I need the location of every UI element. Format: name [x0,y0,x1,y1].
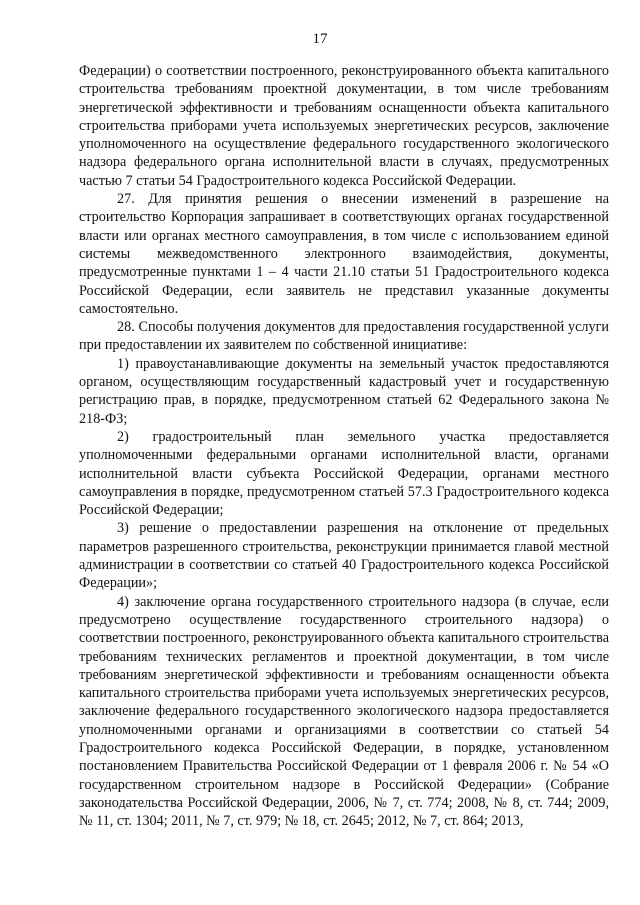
paragraph-item-28: 28. Способы получения документов для предоставления государственной услуги при предоставлении их заявителем по собственной инициативе: [79,319,609,354]
document-body [79,62,609,830]
paragraph-continuation: Федерации) о соответствии построенного, реконструированного объекта капитального строительства требованиям проектной документации, в том числе требованиям энергетической эффективности и требованиям оснащенности объекта капитального строительства приборами учета используемых энергетических ресурсов, заключение уполномоченного на осуществление федерального государственного экологического надзора федерального органа исполнительной власти в случаях, предусмотренных частью 7 статьи 54 Градостроительного кодекса Российской Федерации. [79,63,609,189]
paragraph-subitem-4: 4) заключение органа государственного строительного надзора (в случае, если предусмотрено осуществление государственного строительного надзора) о соответствии построенного, реконструированного объекта капитального строительства требованиям технических регламентов и проектной документации, в том числе требованиям энергетической эффективности и требованиям оснащенности объекта капитального строительства приборами учета используемых энергетических ресурсов, заключение федерального государственного экологического надзора предоставляется уполномоченными органами и организациями в соответствии со статьей 54 Градостроительного кодекса Российской Федерации, в порядке, установленном постановлением Правительства Российской Федерации от 1 февраля 2006 г. № 54 «О государственном строительном надзоре в Российской Федерации» (Собрание законодательства Российской Федерации, 2006, № 7, ст. 774; 2008, № 8, ст. 744; 2009, № 11, ст. 1304; 2011, № 7, ст. 979; № 18, ст. 2645; 2012, № 7, ст. 864; 2013, [79,593,609,830]
paragraph-subitem-3: 3) решение о предоставлении разрешения на отклонение от предельных параметров разрешенного строительства, реконструкции принимается главой местной администрации в соответствии со статьей 40 Градостроительного кодекса Российской Федерации»; [79,520,609,592]
paragraph-subitem-1: 1) правоустанавливающие документы на земельный участок предоставляются органом, осуществляющим государственный кадастровый учет и государственную регистрацию прав, в порядке, предусмотренном статьей 62 Федерального закона № 218-ФЗ; [79,355,609,427]
paragraph-subitem-2: 2) градостроительный план земельного участка предоставляется уполномоченными федеральными органами исполнительной власти, органами исполнительной власти субъекта Российской Федерации, органами местного самоуправления в порядке, предусмотренном статьей 57.3 Градостроительного кодекса Российской Федерации; [79,428,609,519]
paragraph-item-27: 27. Для принятия решения о внесении изменений в разрешение на строительство Корпорация запрашивает в соответствующих органах государственной власти или органах местного самоуправления, в том числе с использованием единой системы межведомственного электронного взаимодействия, документы, предусмотренные пунктами 1 – 4 части 21.10 статьи 51 Градостроительного кодекса Российской Федерации, если заявитель не представил указанные документы самостоятельно. [79,191,609,317]
page-number: 17 [312,31,328,47]
